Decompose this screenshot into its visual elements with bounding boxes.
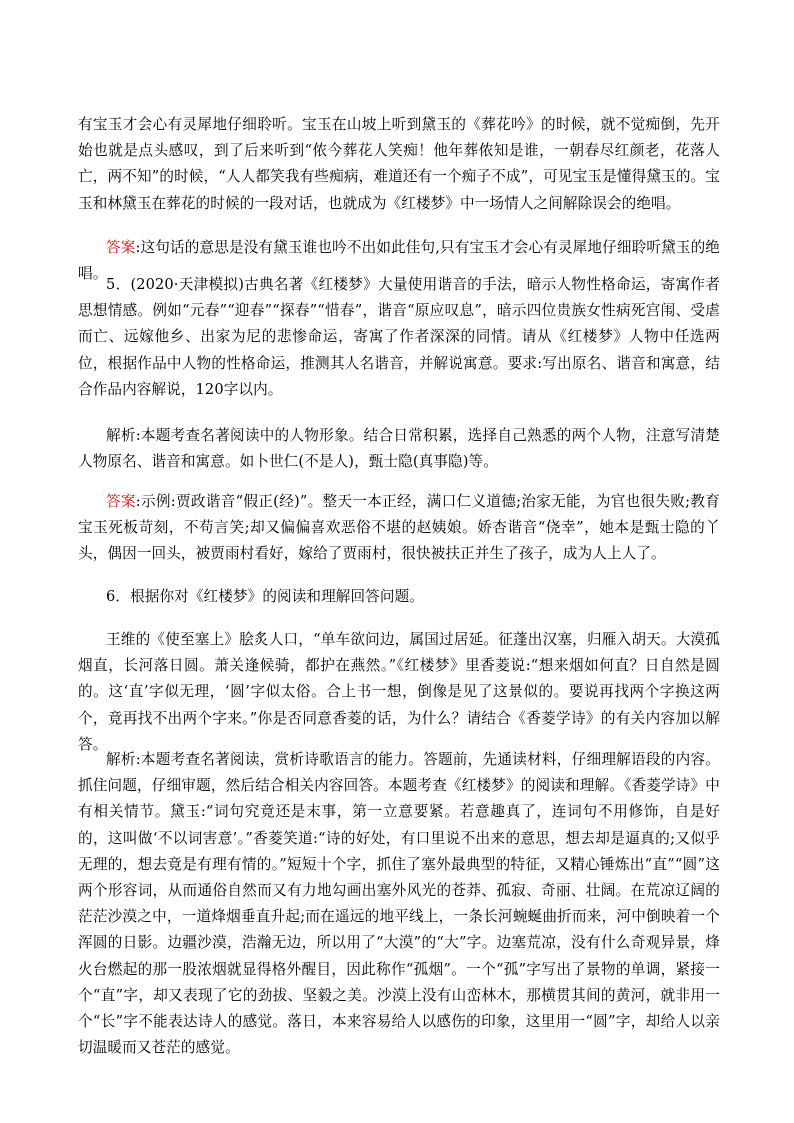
answer-text: :示例:贾政谐音“假正(经)”。整天一本正经，满口仁义道德;治家无能，为官也很失败;教育宝玉死板苛刻，不苟言笑;却又偏偏喜欢恶俗不堪的赵姨娘。娇杏谐音“侥幸”，她本是甄士隐的丫头，偶因一回头，被贾雨村看好，嫁给了贾雨村，很快被扶正并生了孩子，成为人上人了。 bbox=[78, 493, 720, 563]
analysis-6: 解析:本题考查名著阅读，赏析诗歌语言的能力。答题前，先通读材料，仔细理解语段的内容。抓住问题，仔细审题，然后结合相关内容回答。本题考查《红楼梦》的阅读和理解。《香菱学诗》中有相关情节。黛玉:“词句究竟还是末事，第一立意要紧。若意趣真了，连词句不用修饰，自是好的，这叫做‘不以词害意’。”香菱笑道:“诗的好处，有口里说不出来的意思，想去却是逼真的;又似乎无理的，想去竟是有理有情的。”短短十个字，抓住了塞外最典型的特征，又精心锤炼出“直”“圆”这两个形容词，从而通俗自然而又有力地勾画出塞外风光的苍莽、孤寂、奇丽、壮阔。在荒凉辽阔的茫茫沙漠之中，一道烽烟垂直升起;而在遥远的地平线上，一条长河蜿蜒曲折而来，河中倒映着一个浑圆的日影。边疆沙漠，浩瀚无边，所以用了“大漠”的“大”字。边塞荒凉，没有什么奇观异景，烽火台燃起的那一股浓烟就显得格外醒目，因此称作“孤烟”。一个“孤”字写出了景物的单调，紧接一个“直”字，却又表现了它的劲拔、坚毅之美。沙漠上没有山峦林木，那横贯其间的黄河，就非用一个“长”字不能表达诗人的感觉。落日，本来容易给人以感伤的印象，这里用一“圆”字，却给人以亲切温暖而又苍茫的感觉。 bbox=[78, 751, 720, 1057]
question-6-material: 王维的《使至塞上》脍炙人口，“单车欲问边，属国过居延。征蓬出汉塞，归雁入胡天。大漠孤烟直，长河落日圆。萧关逢候骑，都护在燕然。”《红楼梦》里香菱说:“想来烟如何直？日自然是圆的。这‘直’字似无理，‘圆’字似太俗。合上书一想，倒像是见了这景似的。要说再找两个字换这两个，竟再找不出两个字来。”你是否同意香菱的话，为什么？请结合《香菱学诗》的有关内容加以解答。 bbox=[78, 631, 720, 753]
question-5: 5．(2020·天津模拟)古典名著《红楼梦》大量使用谐音的手法，暗示人物性格命运，寄寓作者思想情感。例如“元春”“迎春”“探春”“惜春”，谐音“原应叹息”，暗示四位贵族女性病死宫闱、受虐而亡、远嫁他乡、出家为尼的悲惨命运，寄寓了作者深深的同情。请从《红楼梦》人物中任选两位，根据作品中人物的性格命运，推测其人名谐音，并解说寓意。要求:写出原名、谐音和寓意，结合作品内容解说，120字以内。 bbox=[78, 276, 720, 398]
answer-text: :这句话的意思是没有黛玉谁也吟不出如此佳句,只有宝玉才会心有灵犀地仔细聆听黛玉的绝唱。 bbox=[78, 239, 720, 283]
answer-label: 答案 bbox=[106, 493, 136, 510]
question-6: 6．根据你对《红楼梦》的阅读和理解回答问题。 bbox=[106, 588, 424, 605]
answer-label: 答案 bbox=[106, 239, 136, 256]
analysis-5: 解析:本题考查名著阅读中的人物形象。结合日常积累，选择自己熟悉的两个人物，注意写清楚人物原名、谐音和寓意。如卜世仁(不是人)，甄士隐(真事隐)等。 bbox=[78, 427, 720, 471]
paragraph-continuation: 有宝玉才会心有灵犀地仔细聆听。宝玉在山坡上听到黛玉的《葬花吟》的时候，就不觉痴倒，先开始也就是点头感叹，到了后来听到“侬今葬花人笑痴！他年葬侬知是谁，一朝春尽红颜老，花落人亡，两不知”的时候，“人人都笑我有些痴病，难道还有一个痴子不成”，可见宝玉是懂得黛玉的。宝玉和林黛玉在葬花的时候的一段对话，也就成为《红楼梦》中一场情人之间解除误会的绝唱。 bbox=[78, 116, 720, 212]
answer-5 bbox=[78, 489, 720, 568]
